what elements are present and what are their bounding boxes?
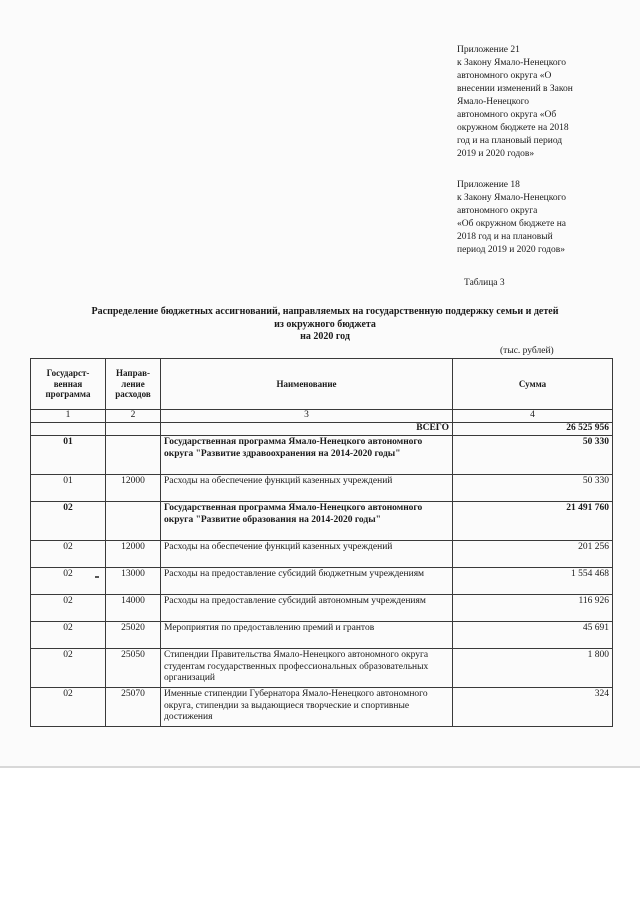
row-sum: 201 256	[453, 541, 613, 568]
row-name: Стипендии Правительства Ямало-Ненецкого автономного округа студентам государственных профессиональных образовательных организаций	[161, 649, 453, 688]
row-direction: 12000	[106, 475, 161, 502]
title-line: из окружного бюджета	[274, 318, 376, 330]
row-program: 02	[31, 541, 106, 568]
row-sum: 324	[453, 688, 613, 727]
row-direction: 12000	[106, 541, 161, 568]
appendix-line: «Об окружном бюджете на	[457, 219, 567, 229]
row-program: 02	[31, 688, 106, 727]
row-program: 02	[31, 649, 106, 688]
appendix-21-note	[457, 44, 617, 161]
row-sum: 1 554 468	[453, 568, 613, 595]
table-row	[31, 649, 613, 688]
header-direction: Направ-ление расходов	[106, 359, 161, 410]
row-direction: 25070	[106, 688, 161, 727]
column-number: 1	[31, 410, 106, 423]
row-program: 02	[31, 502, 106, 541]
title-line: Распределение бюджетных ассигнований, направляемых на государственную поддержку семьи и детей	[91, 306, 559, 317]
table-row	[31, 502, 613, 541]
row-sum: 50 330	[453, 475, 613, 502]
header-program: Государст-венная программа	[31, 359, 106, 410]
appendix-line: 2018 год и на плановый	[457, 232, 553, 242]
table-row	[31, 688, 613, 727]
row-program: 02	[31, 595, 106, 622]
row-name: Государственная программа Ямало-Ненецкого автономного округа "Развитие образования на 2014-2020 годы"	[161, 502, 453, 541]
row-program: 02	[31, 568, 106, 595]
appendix-18-note	[457, 179, 617, 257]
appendix-line: внесении изменений в Закон	[457, 84, 573, 94]
row-direction: 25020	[106, 622, 161, 649]
column-number: 4	[453, 410, 613, 423]
row-name: Расходы на предоставление субсидий автономным учреждениям	[161, 595, 453, 622]
budget-table	[30, 358, 613, 727]
row-direction: 25050	[106, 649, 161, 688]
header-sum: Сумма	[453, 359, 613, 410]
row-sum: 21 491 760	[453, 502, 613, 541]
row-name: Мероприятия по предоставлению премий и грантов	[161, 622, 453, 649]
row-program: 01	[31, 475, 106, 502]
appendix-line: период 2019 и 2020 годов»	[457, 245, 565, 255]
column-number: 2	[106, 410, 161, 423]
row-name: Государственная программа Ямало-Ненецкого автономного округа "Развитие здравоохранения на 2014-2020 годы"	[161, 436, 453, 475]
row-sum: 45 691	[453, 622, 613, 649]
appendix-line: автономного округа «Об	[457, 110, 557, 120]
units-note: (тыс. рублей)	[500, 346, 554, 356]
table-row	[31, 595, 613, 622]
table-row	[31, 568, 613, 595]
appendix-line: к Закону Ямало-Ненецкого	[457, 193, 567, 203]
table-number: Таблица 3	[464, 278, 505, 288]
row-name: Именные стипендии Губернатора Ямало-Ненецкого автономного округа, стипендии за выдающиеся творческие и спортивные достижения	[161, 688, 453, 727]
appendix-line: автономного округа	[457, 206, 538, 216]
row-name: Расходы на предоставление субсидий бюджетным учреждениям	[161, 568, 453, 595]
column-number: 3	[161, 410, 453, 423]
appendix-line: 2019 и 2020 годов»	[457, 149, 535, 159]
table-row	[31, 475, 613, 502]
column-number-row	[31, 410, 613, 423]
appendix-line: к Закону Ямало-Ненецкого	[457, 58, 567, 68]
row-program: 02	[31, 622, 106, 649]
row-direction: 14000	[106, 595, 161, 622]
table-header-row	[31, 359, 613, 410]
table-row	[31, 622, 613, 649]
appendix-line: год и на плановый период	[457, 136, 563, 146]
row-name: Расходы на обеспечение функций казенных учреждений	[161, 541, 453, 568]
header-name: Наименование	[161, 359, 453, 410]
row-sum: 116 926	[453, 595, 613, 622]
scan-mark	[95, 576, 99, 578]
total-label: ВСЕГО	[161, 423, 453, 436]
title-line: на 2020 год	[300, 331, 350, 342]
appendix-line: Приложение 21	[457, 45, 520, 55]
row-direction	[106, 502, 161, 541]
document-title	[30, 306, 620, 344]
row-direction	[106, 436, 161, 475]
total-row	[31, 423, 613, 436]
row-program: 01	[31, 436, 106, 475]
row-sum: 50 330	[453, 436, 613, 475]
row-name: Расходы на обеспечение функций казенных учреждений	[161, 475, 453, 502]
appendix-line: Ямало-Ненецкого	[457, 97, 529, 107]
total-sum: 26 525 956	[453, 423, 613, 436]
table-row	[31, 436, 613, 475]
appendix-line: автономного округа «О	[457, 71, 552, 81]
row-direction: 13000	[106, 568, 161, 595]
appendix-line: окружном бюджете на 2018	[457, 123, 569, 133]
page-edge	[0, 766, 640, 768]
appendix-line: Приложение 18	[457, 180, 520, 190]
table-row	[31, 541, 613, 568]
row-sum: 1 800	[453, 649, 613, 688]
